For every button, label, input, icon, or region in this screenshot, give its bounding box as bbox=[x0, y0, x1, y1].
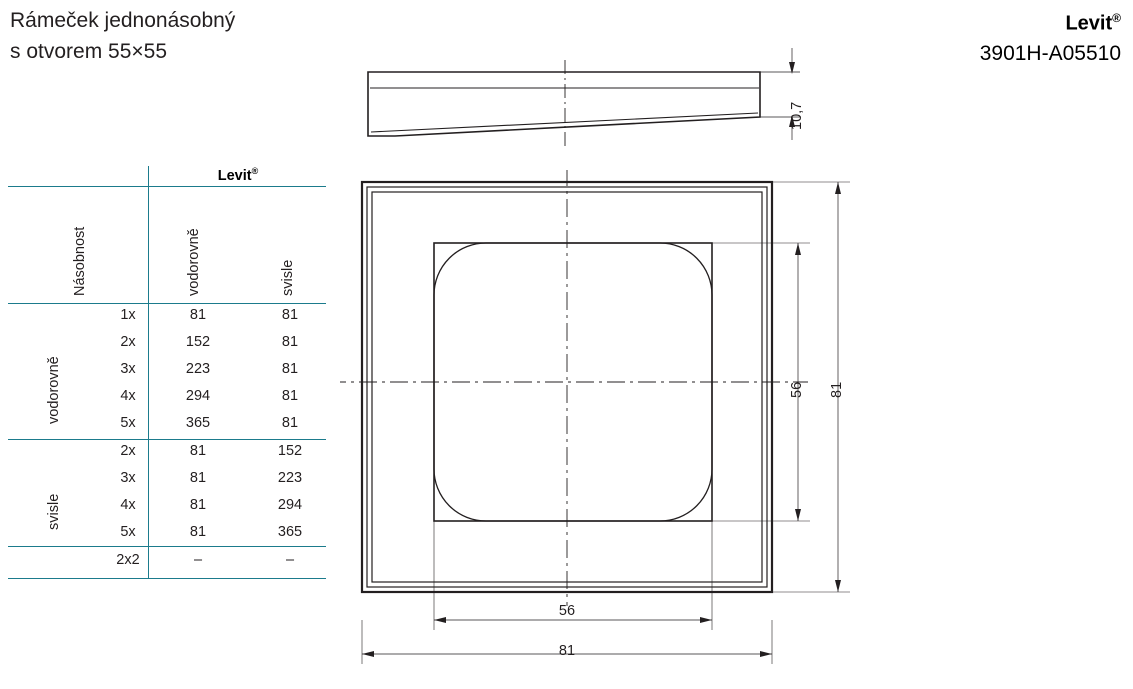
table-cell-vertical: 152 bbox=[277, 443, 303, 459]
table-rule bbox=[8, 439, 326, 440]
table-cell-vertical: 81 bbox=[281, 361, 299, 377]
table-cell-vertical: 81 bbox=[281, 334, 299, 350]
page-title-line-2: s otvorem 55×55 bbox=[10, 40, 168, 63]
arrowhead-icon bbox=[795, 243, 801, 255]
front-view-outer-width-dimension bbox=[340, 620, 860, 680]
table-cell-vertical: 294 bbox=[277, 497, 303, 513]
table-cell-horizontal: 81 bbox=[189, 470, 207, 486]
table-cell-horizontal: 81 bbox=[189, 307, 207, 323]
multiples-table bbox=[8, 168, 326, 586]
dimension-label-outer-height: 81 bbox=[829, 381, 845, 398]
table-group-label-horizontal: vodorovně bbox=[46, 356, 62, 424]
product-brand-name: Levit bbox=[1065, 12, 1113, 35]
table-col-header-multiplicity: Násobnost bbox=[72, 226, 88, 296]
table-cell-horizontal: 152 bbox=[185, 334, 211, 350]
table-cell-vertical: 81 bbox=[281, 415, 299, 431]
arrowhead-icon bbox=[835, 580, 841, 592]
table-cell-multiplicity: 4x bbox=[120, 497, 136, 513]
arrowhead-icon bbox=[362, 651, 374, 657]
table-cell-multiplicity: 4x bbox=[120, 388, 136, 404]
table-cell-multiplicity: 3x bbox=[120, 470, 136, 486]
table-cell-horizontal: 81 bbox=[189, 497, 207, 513]
front-view bbox=[340, 170, 860, 630]
table-brand-name: Levit bbox=[217, 167, 252, 184]
table-col-header-vertical: svisle bbox=[280, 259, 296, 296]
table-cell-multiplicity: 5x bbox=[120, 524, 136, 540]
table-cell-multiplicity: 3x bbox=[120, 361, 136, 377]
table-cell-multiplicity: 2x2 bbox=[116, 552, 140, 568]
table-cell-multiplicity: 2x bbox=[120, 443, 136, 459]
table-cell-horizontal: 223 bbox=[185, 361, 211, 377]
table-cell-vertical: 81 bbox=[281, 388, 299, 404]
arrowhead-icon bbox=[835, 182, 841, 194]
table-cell-horizontal: 365 bbox=[185, 415, 211, 431]
table-cell-vertical: – bbox=[285, 552, 295, 568]
product-code: 3901H-A05510 bbox=[979, 41, 1121, 65]
dimension-label-thickness: 10,7 bbox=[789, 101, 805, 130]
table-cell-horizontal: 81 bbox=[189, 443, 207, 459]
table-cell-vertical: 223 bbox=[277, 470, 303, 486]
page-title bbox=[10, 5, 350, 67]
dimension-label-inner-height: 56 bbox=[789, 381, 805, 398]
table-rule bbox=[8, 546, 326, 547]
arrowhead-icon bbox=[795, 509, 801, 521]
registered-trademark-icon: ® bbox=[1112, 11, 1121, 25]
side-view-outline bbox=[368, 72, 760, 136]
table-cell-horizontal: 294 bbox=[185, 388, 211, 404]
dimension-label-inner-width: 56 bbox=[558, 603, 576, 619]
registered-trademark-icon: ® bbox=[251, 166, 259, 176]
technical-drawing bbox=[340, 0, 1133, 689]
page-title-line-1: Rámeček jednonásobný bbox=[10, 9, 236, 32]
arrowhead-icon bbox=[760, 651, 772, 657]
table-cell-vertical: 365 bbox=[277, 524, 303, 540]
side-view-edge-line bbox=[371, 113, 758, 132]
table-rule bbox=[8, 303, 326, 304]
table-cell-vertical: 81 bbox=[281, 307, 299, 323]
table-group-label-vertical: svisle bbox=[46, 493, 62, 530]
table-col-header-horizontal: vodorovně bbox=[186, 228, 202, 296]
table-cell-horizontal: 81 bbox=[189, 524, 207, 540]
table-cell-multiplicity: 2x bbox=[120, 334, 136, 350]
table-cell-multiplicity: 5x bbox=[120, 415, 136, 431]
table-rule bbox=[8, 186, 326, 187]
table-cell-multiplicity: 1x bbox=[120, 307, 136, 323]
table-cell-horizontal: – bbox=[193, 552, 203, 568]
table-rule bbox=[8, 578, 326, 579]
dimension-label-outer-width: 81 bbox=[558, 643, 576, 659]
